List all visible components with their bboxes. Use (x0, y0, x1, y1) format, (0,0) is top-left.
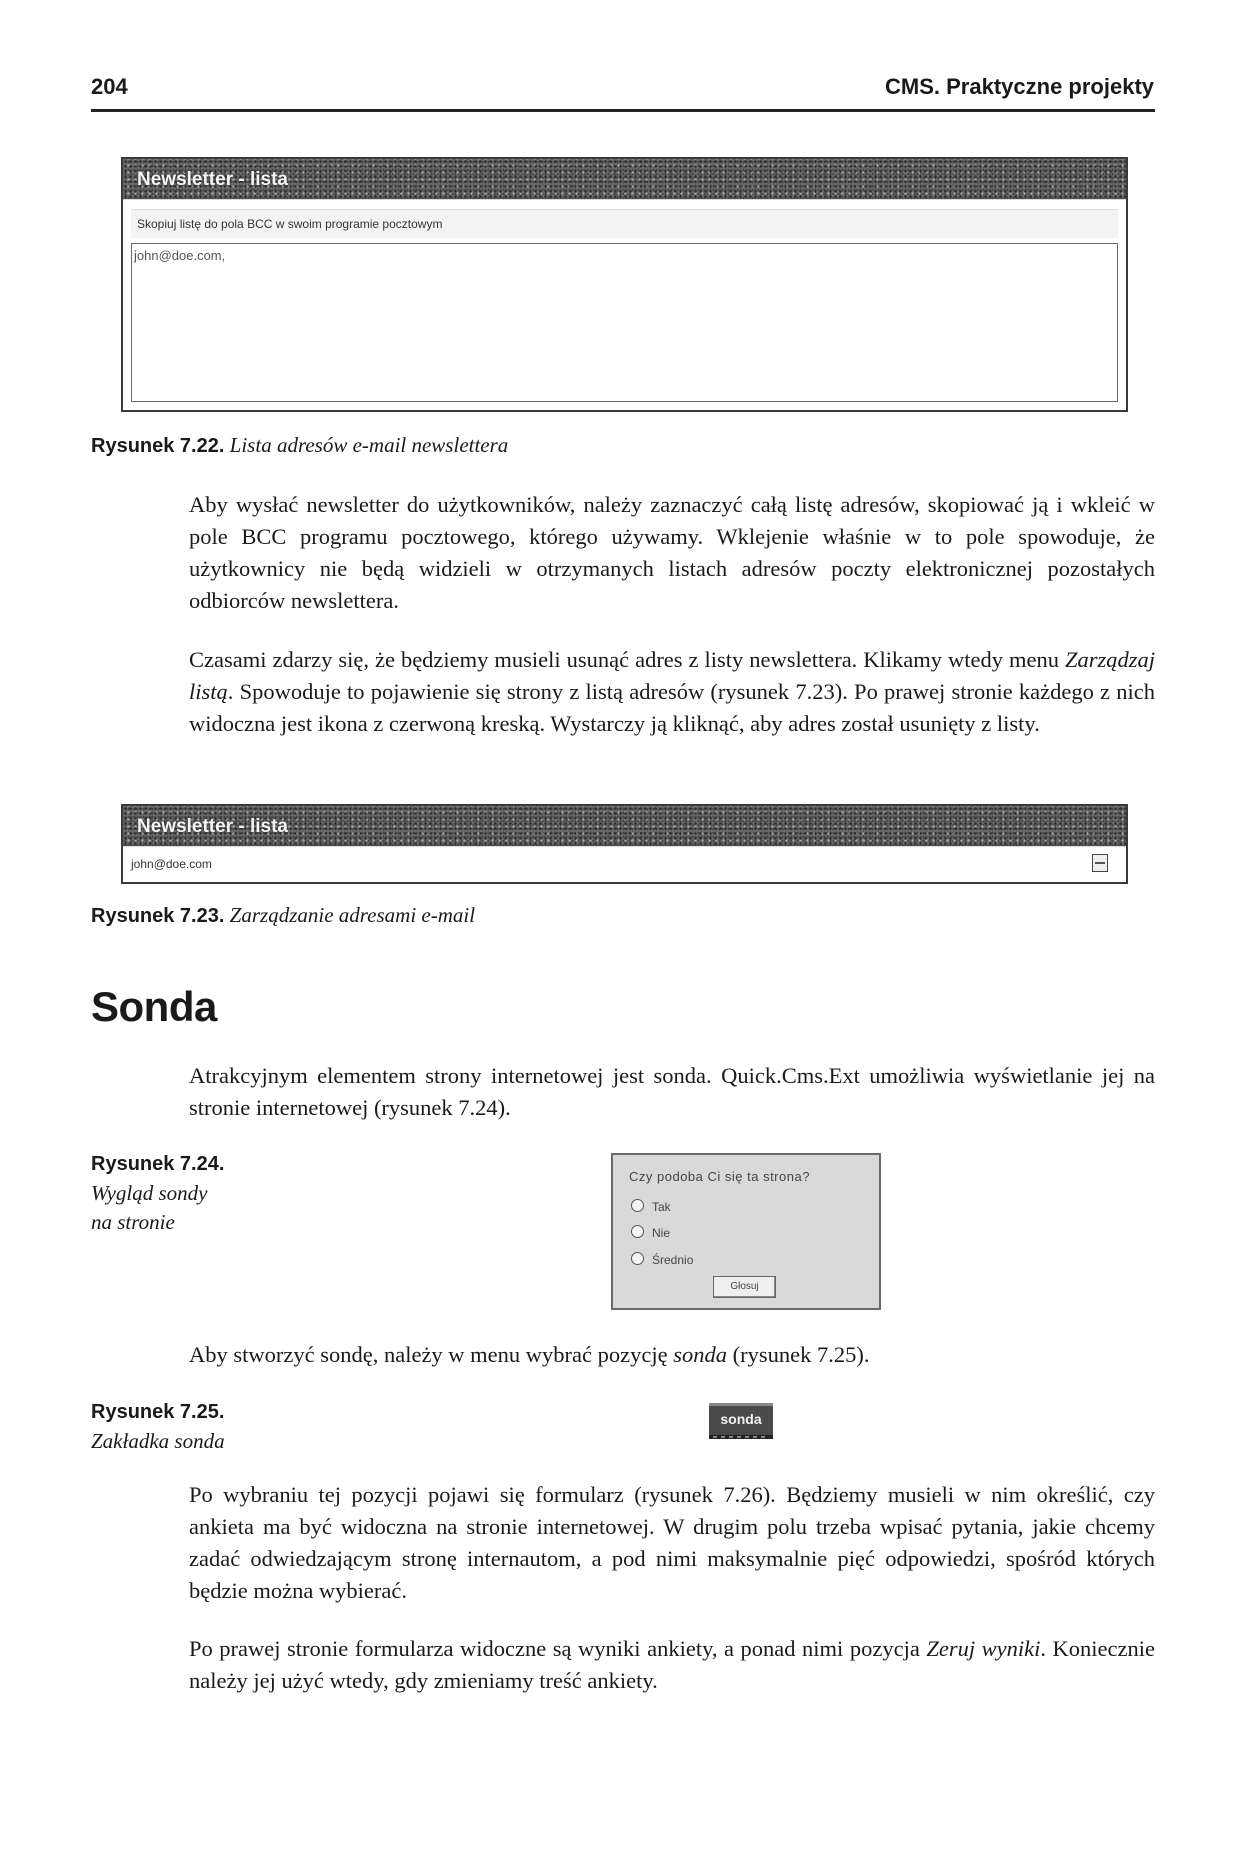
paragraph: Czasami zdarzy się, że będziemy musieli usunąć adres z listy newslettera. Klikamy wtedy menu Zarządzaj listą. Spowoduje to pojawienie się strony z listą adresów (rysunek 7.23). Po prawej stronie każdego z nich widoczna jest ikona z czerwoną kreską. Wystarczy ją kliknąć, aby adres został usunięty z listy. (189, 647, 1155, 736)
menu-reference: Zarządzaj listą (189, 647, 1155, 704)
caption-label: Rysunek 7.24. (91, 1153, 225, 1175)
newsletter-manage-panel (121, 804, 1128, 884)
caption-text: Zarządzanie adresami e-mail (229, 903, 476, 927)
figure-caption (91, 1398, 225, 1456)
poll-widget (611, 1153, 881, 1310)
figure-caption (91, 1150, 224, 1237)
tab-sonda[interactable] (709, 1403, 773, 1439)
section-heading: Sonda (91, 983, 217, 1030)
poll-question: Czy podoba Ci się ta strona? (629, 1169, 810, 1184)
menu-reference: sonda (673, 1342, 727, 1367)
bcc-hint: Skopiuj listę do pola BCC w swoim programie pocztowym (131, 209, 1118, 238)
poll-option[interactable]: Tak (631, 1199, 671, 1214)
caption-text: na stronie (91, 1210, 175, 1234)
panel-title: Newsletter - lista (137, 169, 288, 190)
paragraph: Aby stworzyć sondę, należy w menu wybrać pozycję sonda (rysunek 7.25). (189, 1342, 870, 1367)
tab-label: sonda (720, 1411, 762, 1427)
paragraph: Po prawej stronie formularza widoczne są wyniki ankiety, a ponad nimi pozycja Zeruj wyniki. Koniecznie należy jej użyć wtedy, gdy zmieniamy treść ankiety. (189, 1636, 1155, 1693)
email-row: john@doe.com (131, 857, 212, 871)
panel-header (123, 159, 1126, 200)
radio-icon[interactable] (631, 1199, 644, 1212)
caption-text: Wygląd sondy (91, 1181, 208, 1205)
paragraph: Po wybraniu tej pozycji pojawi się formularz (rysunek 7.26). Będziemy musieli w nim określić, czy ankieta ma być widoczna na stronie internetowej. W drugim polu trzeba wpisać pytania, jakie chcemy zadać odwiedzającym stronę internautom, a pod nimi maksymalnie pięć odpowiedzi, spośród których będzie można wybierać. (189, 1482, 1155, 1603)
email-list-textarea[interactable]: john@doe.com, (131, 243, 1118, 402)
poll-option[interactable]: Średnio (631, 1252, 693, 1267)
panel-title: Newsletter - lista (137, 816, 288, 837)
header-rule (91, 109, 1155, 112)
radio-icon[interactable] (631, 1225, 644, 1238)
panel-header (123, 806, 1126, 847)
delete-icon[interactable] (1092, 854, 1108, 872)
radio-icon[interactable] (631, 1252, 644, 1265)
caption-text: Zakładka sonda (91, 1429, 225, 1453)
figure-caption (91, 433, 508, 458)
vote-button[interactable]: Głosuj (713, 1276, 776, 1298)
paragraph: Aby wysłać newsletter do użytkowników, należy zaznaczyć całą listę adresów, skopiować ją i wkleić w pole BCC programu pocztowego, którego używamy. Wklejenie właśnie w to pole spowoduje, że użytkownicy nie będą widzieli w otrzymanych listach adresów poczty elektronicznej pozostałych odbiorców newslettera. (189, 492, 1155, 613)
paragraph: Atrakcyjnym elementem strony internetowej jest sonda. Quick.Cms.Ext umożliwia wyświetlanie jej na stronie internetowej (rysunek 7.24). (189, 1063, 1155, 1120)
poll-option[interactable]: Nie (631, 1225, 670, 1240)
menu-reference: Zeruj wyniki (926, 1636, 1041, 1661)
caption-text: Lista adresów e-mail newslettera (229, 433, 509, 457)
newsletter-list-panel (121, 157, 1128, 412)
caption-label: Rysunek 7.22. (91, 435, 225, 457)
figure-caption (91, 903, 475, 928)
caption-label: Rysunek 7.25. (91, 1401, 225, 1423)
page-number: 204 (91, 74, 128, 99)
running-title: CMS. Praktyczne projekty (885, 74, 1154, 99)
caption-label: Rysunek 7.23. (91, 905, 225, 927)
